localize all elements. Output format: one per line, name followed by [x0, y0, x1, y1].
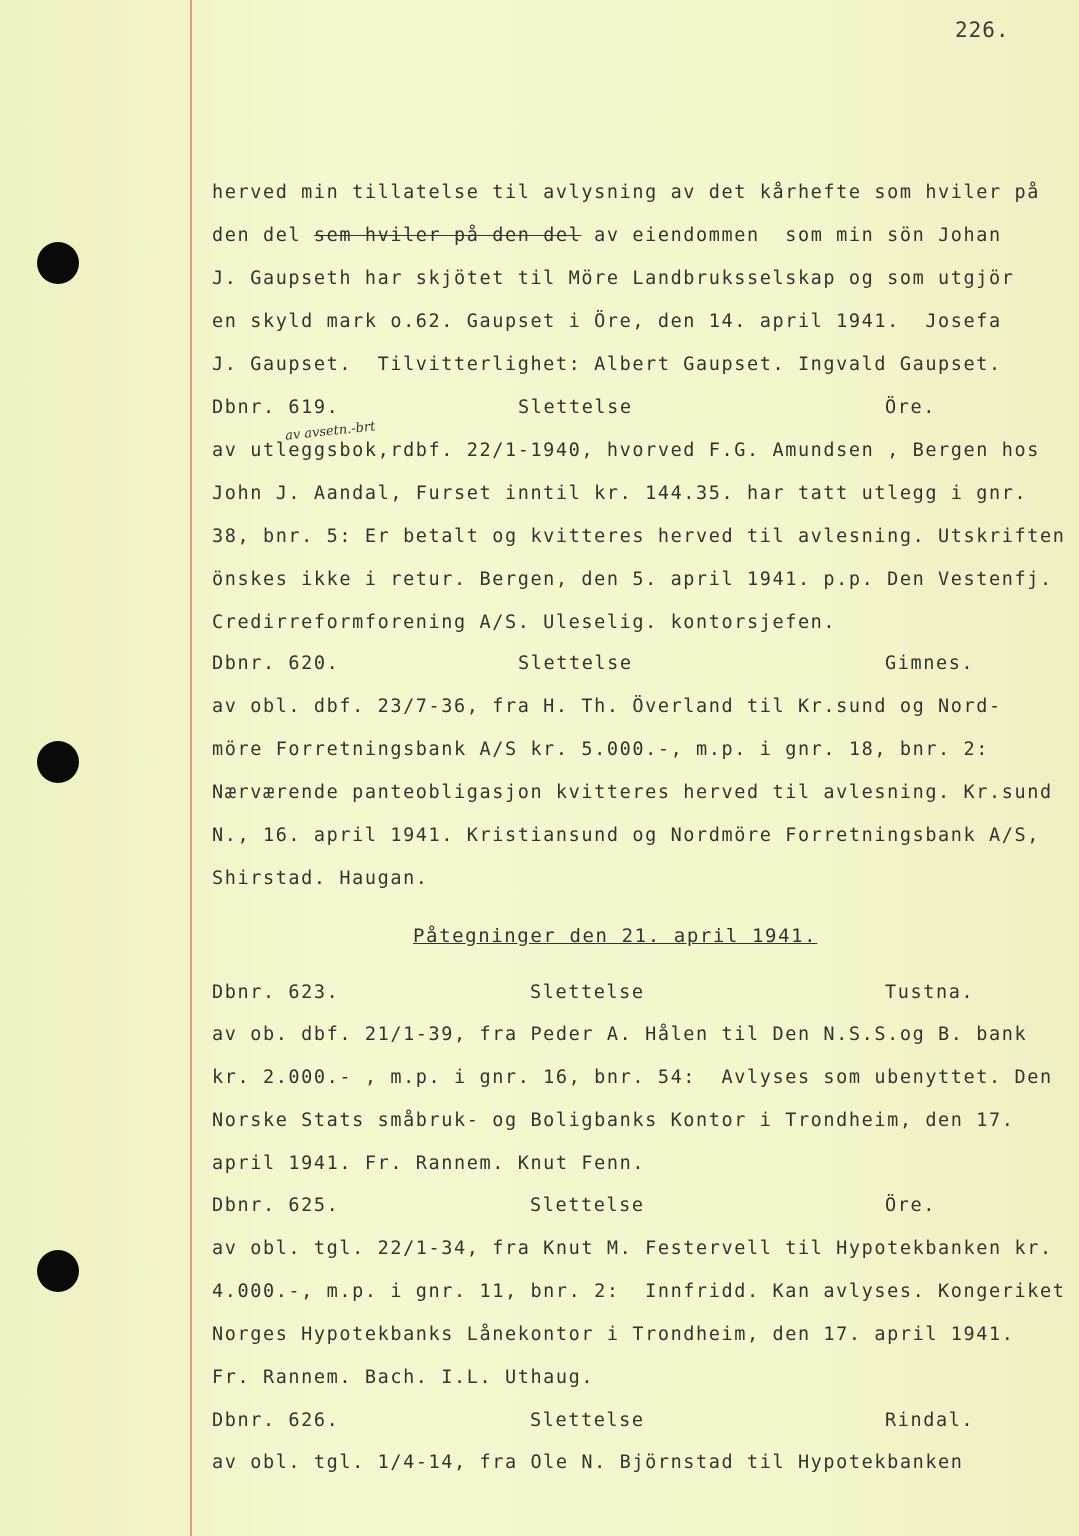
text-line: av ob. dbf. 21/1-39, fra Peder A. Hålen til Den N.S.S.og B. bank [212, 1024, 1028, 1045]
entry-number: Dbnr. 623. [212, 982, 340, 1003]
entry-number: Dbnr. 626. [212, 1410, 340, 1431]
section-title: Påtegninger den 21. april 1941. [413, 925, 818, 947]
entry-place: Rindal. [885, 1410, 975, 1431]
text-line: Nærværende panteobligasjon kvitteres herved til avlesning. Kr.sund [212, 782, 1053, 803]
text-line: möre Forretningsbank A/S kr. 5.000.-, m.p. i gnr. 18, bnr. 2: [212, 739, 990, 760]
margin-line [190, 0, 192, 1536]
punch-hole-top [37, 242, 79, 284]
text-line: J. Gaupset. Tilvitterlighet: Albert Gaupset. Ingvald Gaupset. [212, 354, 1002, 375]
text-line: av utleggsbok,rdbf. 22/1-1940, hvorved F.G. Amundsen , Bergen hos [212, 440, 1040, 461]
text-line: Norske Stats småbruk- og Boligbanks Kontor i Trondheim, den 17. [212, 1110, 1015, 1131]
text-line: N., 16. april 1941. Kristiansund og Nordmöre Forretningsbank A/S, [212, 825, 1040, 846]
entry-type: Slettelse [530, 1195, 645, 1216]
entry-place: Gimnes. [885, 653, 975, 674]
text-line: kr. 2.000.- , m.p. i gnr. 16, bnr. 54: Avlyses som ubenyttet. Den [212, 1067, 1053, 1088]
entry-type: Slettelse [518, 653, 633, 674]
text-line: Credirreformforening A/S. Uleselig. kontorsjefen. [212, 612, 837, 633]
text-line: J. Gaupseth har skjötet til Möre Landbruksselskap og som utgjör [212, 268, 1015, 289]
text-line: herved min tillatelse til avlysning av det kårhefte som hviler på [212, 182, 1040, 203]
text-line: av obl. tgl. 1/4-14, fra Ole N. Björnstad til Hypotekbanken [212, 1452, 964, 1473]
text-line: av obl. dbf. 23/7-36, fra H. Th. Överland til Kr.sund og Nord- [212, 696, 1002, 717]
text-line: en skyld mark o.62. Gaupset i Öre, den 14. april 1941. Josefa [212, 311, 1002, 332]
punch-hole-middle [37, 741, 79, 783]
text-line: april 1941. Fr. Rannem. Knut Fenn. [212, 1153, 646, 1174]
entry-number: Dbnr. 620. [212, 653, 340, 674]
punch-hole-bottom [37, 1250, 79, 1292]
text-line: 4.000.-, m.p. i gnr. 11, bnr. 2: Innfridd. Kan avlyses. Kongeriket [212, 1281, 1066, 1302]
text-line: Shirstad. Haugan. [212, 868, 429, 889]
text-line: av obl. tgl. 22/1-34, fra Knut M. Festervell til Hypotekbanken kr. [212, 1238, 1053, 1259]
entry-place: Tustna. [885, 982, 975, 1003]
entry-number: Dbnr. 619. [212, 397, 340, 418]
text-line: Norges Hypotekbanks Lånekontor i Trondheim, den 17. april 1941. [212, 1324, 1015, 1345]
entry-place: Öre. [885, 397, 936, 418]
text-line: 38, bnr. 5: Er betalt og kvitteres herved til avlesning. Utskriften [212, 526, 1066, 547]
text-line: John J. Aandal, Furset inntil kr. 144.35. har tatt utlegg i gnr. [212, 483, 1028, 504]
entry-type: Slettelse [530, 1410, 645, 1431]
page-number: 226. [955, 18, 1010, 42]
entry-type: Slettelse [518, 397, 633, 418]
handwritten-annotation: av avsetn.-brt [284, 419, 377, 444]
entry-number: Dbnr. 625. [212, 1195, 340, 1216]
struck-text: sem hviler på den del [313, 225, 582, 246]
text-line: den del sem hviler på den del av eiendommen som min sön Johan [212, 225, 1002, 246]
entry-place: Öre. [885, 1195, 936, 1216]
text-line: önskes ikke i retur. Bergen, den 5. april 1941. p.p. Den Vestenfj. [212, 569, 1053, 590]
entry-type: Slettelse [530, 982, 645, 1003]
text-line: Fr. Rannem. Bach. I.L. Uthaug. [212, 1367, 595, 1388]
